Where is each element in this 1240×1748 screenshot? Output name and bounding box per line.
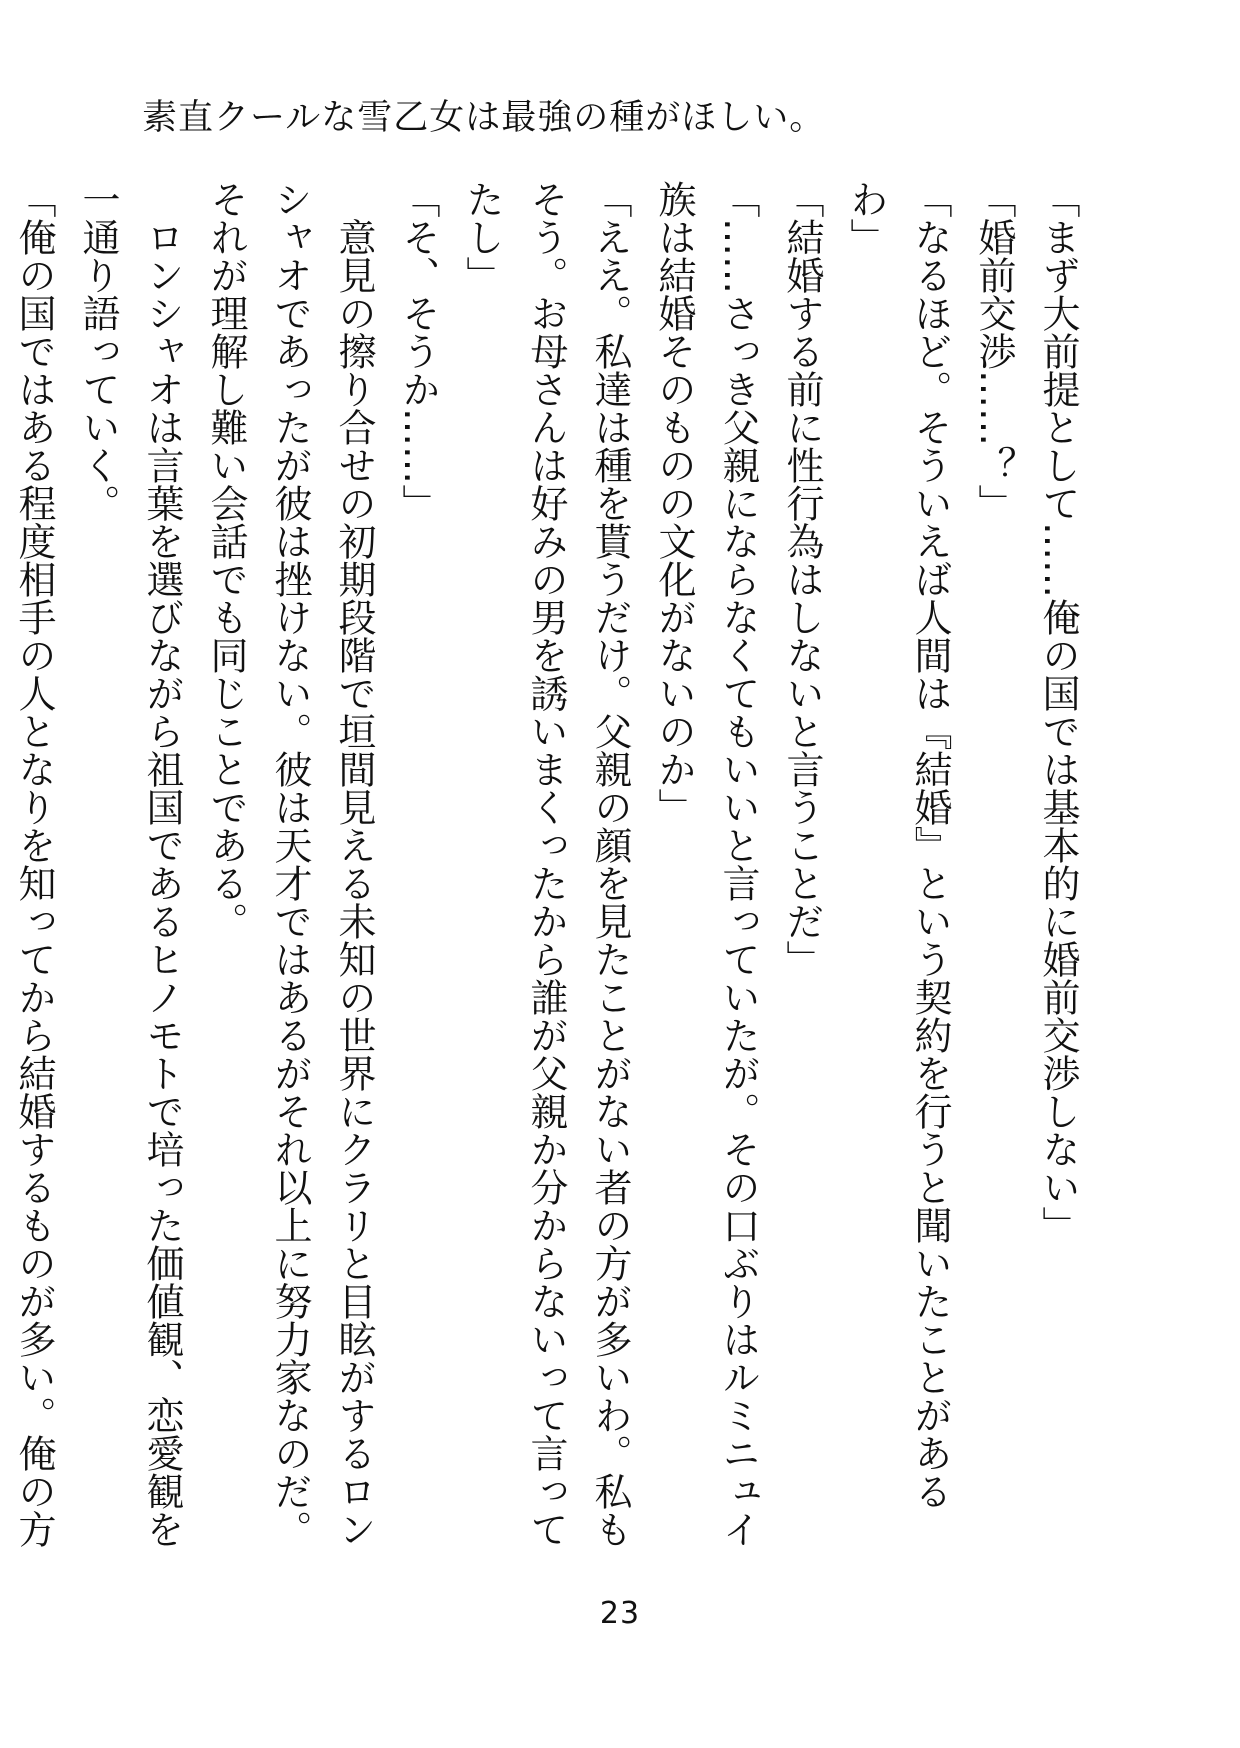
dialogue-line: 「そ、そうか……」 — [396, 180, 440, 522]
dialogue-line: 「婚前交渉……？」 — [972, 180, 1016, 522]
dialogue-line: 「俺の国ではある程度相手の人となりを知ってから結婚するものが多い。俺の方 — [12, 180, 56, 1548]
dialogue-line: 「……さっき父親にならなくてもいいと言っていたが。その口ぶりはルミニュイ族は結婚そのものの文化がないのか」 — [652, 180, 760, 1548]
narration-paragraph: ロンシャオは言葉を選びながら祖国であるヒノモトで培った価値観、恋愛観を一通り語っていく。 — [76, 180, 184, 1548]
dialogue-line: 「結婚する前に性行為はしないと言うことだ」 — [780, 180, 824, 978]
page-number: 23 — [599, 1596, 641, 1631]
vertical-body-text — [12, 180, 1090, 1560]
dialogue-line: 「まず大前提として……俺の国では基本的に婚前交渉しない」 — [1036, 180, 1080, 1244]
running-header: 素直クールな雪乙女は最強の種がほしい。 — [142, 98, 826, 138]
dialogue-line: 「ええ。私達は種を貰うだけ。父親の顔を見たことがない者の方が多いわ。私もそう。お母さんは好みの男を誘いまくったから誰が父親か分からないって言ってたし」 — [460, 180, 632, 1548]
narration-paragraph: 意見の擦り合せの初期段階で垣間見える未知の世界にクラリと目眩がするロンシャオであったが彼は挫けない。彼は天才ではあるがそれ以上に努力家なのだ。それが理解し難い会話でも同じことである。 — [204, 180, 376, 1548]
dialogue-line: 「なるほど。そういえば人間は『結婚』という契約を行うと聞いたことがあるわ」 — [844, 180, 952, 1510]
